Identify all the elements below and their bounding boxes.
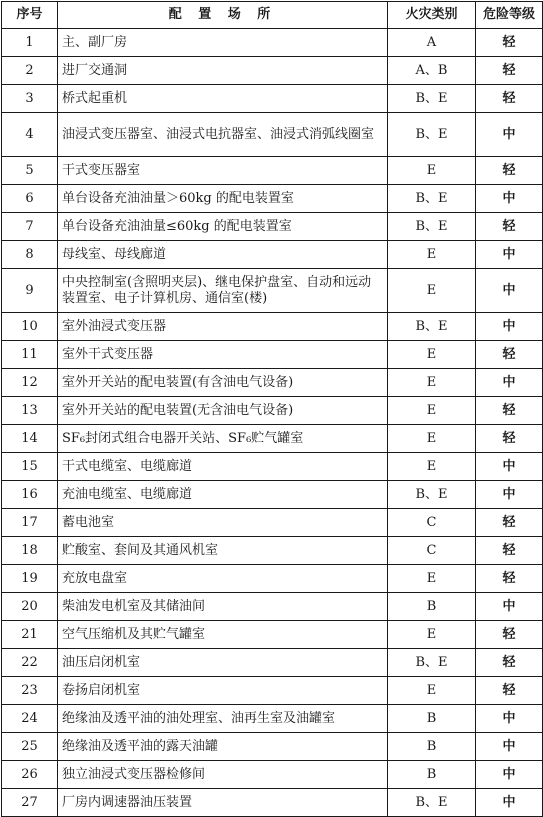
cell-place: 贮酸室、套间及其通风机室: [58, 537, 388, 565]
cell-no: 26: [2, 761, 58, 789]
table-row: [2, 397, 543, 425]
cell-fire-class: A、B: [388, 57, 476, 85]
cell-risk-level: 轻: [476, 157, 543, 185]
cell-no: 5: [2, 157, 58, 185]
cell-risk-level: 轻: [476, 85, 543, 113]
cell-place: 蓄电池室: [58, 509, 388, 537]
cell-risk-level: 中: [476, 761, 543, 789]
cell-fire-class: C: [388, 537, 476, 565]
cell-fire-class: B: [388, 593, 476, 621]
cell-risk-level: 中: [476, 593, 543, 621]
table-row: [2, 789, 543, 817]
cell-risk-level: 中: [476, 705, 543, 733]
cell-risk-level: 轻: [476, 213, 543, 241]
table-row: [2, 157, 543, 185]
cell-no: 19: [2, 565, 58, 593]
cell-no: 27: [2, 789, 58, 817]
cell-no: 24: [2, 705, 58, 733]
cell-place: 母线室、母线廊道: [58, 241, 388, 269]
cell-no: 8: [2, 241, 58, 269]
header-place: 配 置 场 所: [58, 2, 388, 29]
cell-risk-level: 轻: [476, 677, 543, 705]
cell-place: 室外开关站的配电装置(无含油电气设备): [58, 397, 388, 425]
cell-no: 6: [2, 185, 58, 213]
cell-no: 7: [2, 213, 58, 241]
cell-place: 室外干式变压器: [58, 341, 388, 369]
cell-no: 23: [2, 677, 58, 705]
table-row: [2, 593, 543, 621]
cell-place: 室外油浸式变压器: [58, 313, 388, 341]
cell-no: 4: [2, 113, 58, 157]
cell-fire-class: E: [388, 425, 476, 453]
cell-place: 主、副厂房: [58, 29, 388, 57]
table-row: [2, 213, 543, 241]
cell-place: 充油电缆室、电缆廊道: [58, 481, 388, 509]
cell-risk-level: 中: [476, 113, 543, 157]
cell-fire-class: B、E: [388, 185, 476, 213]
fire-extinguisher-config-table: [1, 1, 543, 817]
cell-place: 桥式起重机: [58, 85, 388, 113]
table-row: [2, 761, 543, 789]
cell-risk-level: 中: [476, 185, 543, 213]
cell-risk-level: 中: [476, 269, 543, 313]
cell-fire-class: E: [388, 677, 476, 705]
cell-place: 油浸式变压器室、油浸式电抗器室、油浸式消弧线圈室: [58, 113, 388, 157]
table-row: [2, 705, 543, 733]
cell-no: 25: [2, 733, 58, 761]
cell-no: 15: [2, 453, 58, 481]
cell-no: 22: [2, 649, 58, 677]
cell-no: 14: [2, 425, 58, 453]
cell-place: 卷扬启闭机室: [58, 677, 388, 705]
cell-place: 干式变压器室: [58, 157, 388, 185]
header-no: 序号: [2, 2, 58, 29]
cell-no: 18: [2, 537, 58, 565]
cell-no: 13: [2, 397, 58, 425]
cell-fire-class: E: [388, 565, 476, 593]
cell-no: 3: [2, 85, 58, 113]
cell-risk-level: 中: [476, 453, 543, 481]
cell-fire-class: E: [388, 453, 476, 481]
table-row: [2, 565, 543, 593]
table-row: [2, 425, 543, 453]
cell-place: 独立油浸式变压器检修间: [58, 761, 388, 789]
cell-fire-class: E: [388, 241, 476, 269]
cell-no: 17: [2, 509, 58, 537]
table-row: [2, 621, 543, 649]
cell-no: 9: [2, 269, 58, 313]
cell-fire-class: B、E: [388, 85, 476, 113]
cell-fire-class: A: [388, 29, 476, 57]
cell-place: 单台设备充油油量≤60kg 的配电装置室: [58, 213, 388, 241]
table-row: [2, 649, 543, 677]
cell-place: 厂房内调速器油压装置: [58, 789, 388, 817]
table-row: [2, 313, 543, 341]
cell-fire-class: E: [388, 621, 476, 649]
cell-no: 11: [2, 341, 58, 369]
cell-risk-level: 轻: [476, 565, 543, 593]
cell-place: 中央控制室(含照明夹层)、继电保护盘室、自动和远动装置室、电子计算机房、通信室(楼): [58, 269, 388, 313]
cell-risk-level: 中: [476, 789, 543, 817]
cell-no: 2: [2, 57, 58, 85]
cell-fire-class: B: [388, 761, 476, 789]
cell-place: 室外开关站的配电装置(有含油电气设备): [58, 369, 388, 397]
cell-place: 绝缘油及透平油的油处理室、油再生室及油罐室: [58, 705, 388, 733]
cell-fire-class: B、E: [388, 789, 476, 817]
cell-fire-class: B、E: [388, 213, 476, 241]
cell-risk-level: 轻: [476, 537, 543, 565]
cell-risk-level: 中: [476, 313, 543, 341]
cell-place: 进厂交通洞: [58, 57, 388, 85]
cell-risk-level: 轻: [476, 509, 543, 537]
cell-fire-class: E: [388, 369, 476, 397]
table-header-row: [2, 2, 543, 29]
cell-fire-class: B: [388, 733, 476, 761]
cell-risk-level: 轻: [476, 341, 543, 369]
cell-no: 1: [2, 29, 58, 57]
table-body: [2, 29, 543, 817]
table-row: [2, 85, 543, 113]
table-row: [2, 113, 543, 157]
header-risk-level: 危险等级: [476, 2, 543, 29]
cell-risk-level: 中: [476, 369, 543, 397]
cell-no: 16: [2, 481, 58, 509]
cell-fire-class: C: [388, 509, 476, 537]
cell-place: 绝缘油及透平油的露天油罐: [58, 733, 388, 761]
cell-fire-class: B、E: [388, 113, 476, 157]
cell-place: SF₆封闭式组合电器开关站、SF₆贮气罐室: [58, 425, 388, 453]
cell-no: 12: [2, 369, 58, 397]
cell-fire-class: B、E: [388, 313, 476, 341]
cell-fire-class: E: [388, 157, 476, 185]
table-row: [2, 537, 543, 565]
cell-no: 21: [2, 621, 58, 649]
table-row: [2, 509, 543, 537]
cell-risk-level: 轻: [476, 29, 543, 57]
cell-risk-level: 轻: [476, 397, 543, 425]
cell-risk-level: 中: [476, 733, 543, 761]
cell-risk-level: 中: [476, 241, 543, 269]
cell-risk-level: 轻: [476, 621, 543, 649]
table-row: [2, 369, 543, 397]
header-fire-class: 火灾类别: [388, 2, 476, 29]
cell-risk-level: 轻: [476, 57, 543, 85]
cell-fire-class: E: [388, 341, 476, 369]
cell-fire-class: B: [388, 705, 476, 733]
cell-place: 空气压缩机及其贮气罐室: [58, 621, 388, 649]
cell-place: 干式电缆室、电缆廊道: [58, 453, 388, 481]
table-row: [2, 29, 543, 57]
table-row: [2, 241, 543, 269]
cell-fire-class: B、E: [388, 481, 476, 509]
cell-risk-level: 中: [476, 481, 543, 509]
table-row: [2, 57, 543, 85]
cell-fire-class: E: [388, 397, 476, 425]
cell-fire-class: B、E: [388, 649, 476, 677]
cell-place: 柴油发电机室及其储油间: [58, 593, 388, 621]
table-row: [2, 341, 543, 369]
cell-no: 10: [2, 313, 58, 341]
table-row: [2, 453, 543, 481]
table-row: [2, 481, 543, 509]
table-row: [2, 269, 543, 313]
cell-place: 油压启闭机室: [58, 649, 388, 677]
table-row: [2, 733, 543, 761]
cell-fire-class: E: [388, 269, 476, 313]
table-row: [2, 185, 543, 213]
cell-risk-level: 轻: [476, 649, 543, 677]
cell-place: 充放电盘室: [58, 565, 388, 593]
cell-no: 20: [2, 593, 58, 621]
cell-risk-level: 轻: [476, 425, 543, 453]
cell-place: 单台设备充油油量＞60kg 的配电装置室: [58, 185, 388, 213]
table-row: [2, 677, 543, 705]
